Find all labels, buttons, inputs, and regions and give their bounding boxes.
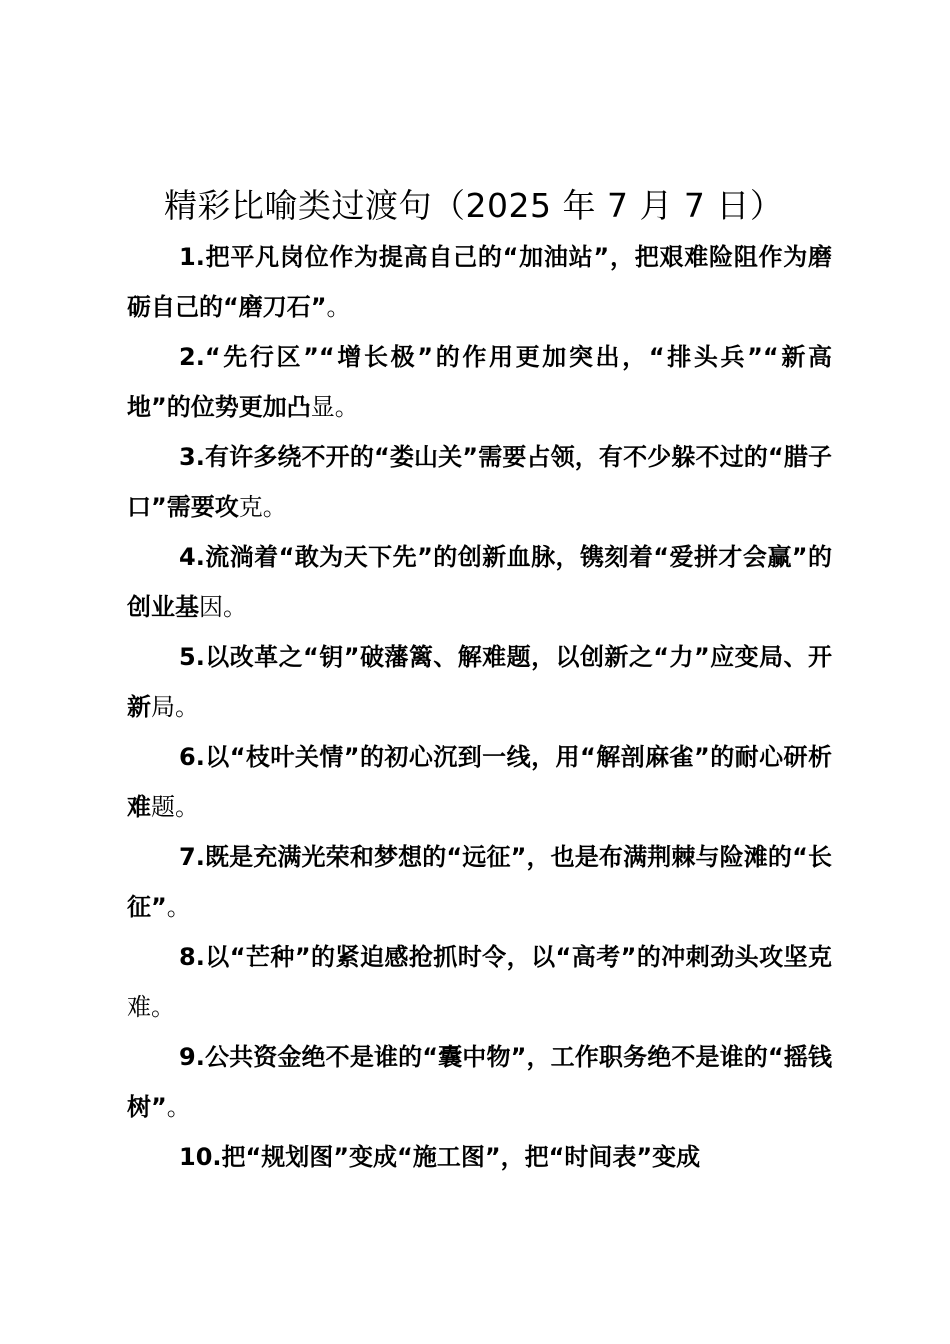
paragraph-3 [127,432,832,532]
paragraph-tail: 局。 [151,693,199,721]
paragraph-6 [127,732,832,832]
paragraph-tail: 题。 [151,793,199,821]
paragraph-text: 4.流淌着“敢为天下先”的创新血脉，镌刻着“爱拼才会赢”的创业基 [127,543,832,621]
paragraph-text: 3.有许多绕不开的“娄山关”需要占领，有不少躲不过的“腊子口”需要攻 [127,443,832,521]
paragraph-2 [127,332,832,432]
document-title: 精彩比喻类过渡句（2025 年 7 月 7 日） [164,186,784,225]
paragraph-tail: 克。 [238,493,287,521]
paragraph-tail: 因。 [199,593,247,621]
paragraph-9 [127,1032,832,1132]
paragraph-text: 2.“先行区”“增长极”的作用更加突出，“排头兵”“新高地”的位势更加凸 [127,343,832,421]
paragraph-4 [127,532,832,632]
paragraph-8 [127,932,832,1032]
document-body [127,232,832,1182]
paragraph-text: 8.以“芒种”的紧迫感抢抓时令，以“高考”的冲刺劲头攻坚克 [179,943,832,971]
paragraph-text: 5.以改革之“钥”破藩篱、解难题，以创新之“力”应变局、开新 [127,643,832,721]
paragraph-1 [127,232,832,332]
paragraph-text: 1.把平凡岗位作为提高自己的“加油站”，把艰难险阻作为磨砺自己的“磨刀石” [127,243,832,321]
paragraph-tail: 难。 [127,993,175,1021]
paragraph-text: 6.以“枝叶关情”的初心沉到一线，用“解剖麻雀”的耐心研析难 [127,743,832,821]
paragraph-text: 10.把“规划图”变成“施工图”，把“时间表”变成 [179,1143,701,1171]
paragraph-tail: 。 [166,893,191,921]
paragraph-7 [127,832,832,932]
paragraph-text: 7.既是充满光荣和梦想的“远征”，也是布满荆棘与险滩的“长征” [127,843,832,921]
paragraph-text: 9.公共资金绝不是谁的“囊中物”，工作职务绝不是谁的“摇钱树” [127,1043,832,1121]
paragraph-tail: 。 [326,293,351,321]
paragraph-5 [127,632,832,732]
paragraph-tail: 。 [166,1093,191,1121]
paragraph-10 [127,1132,832,1182]
paragraph-tail: 显。 [310,393,359,421]
